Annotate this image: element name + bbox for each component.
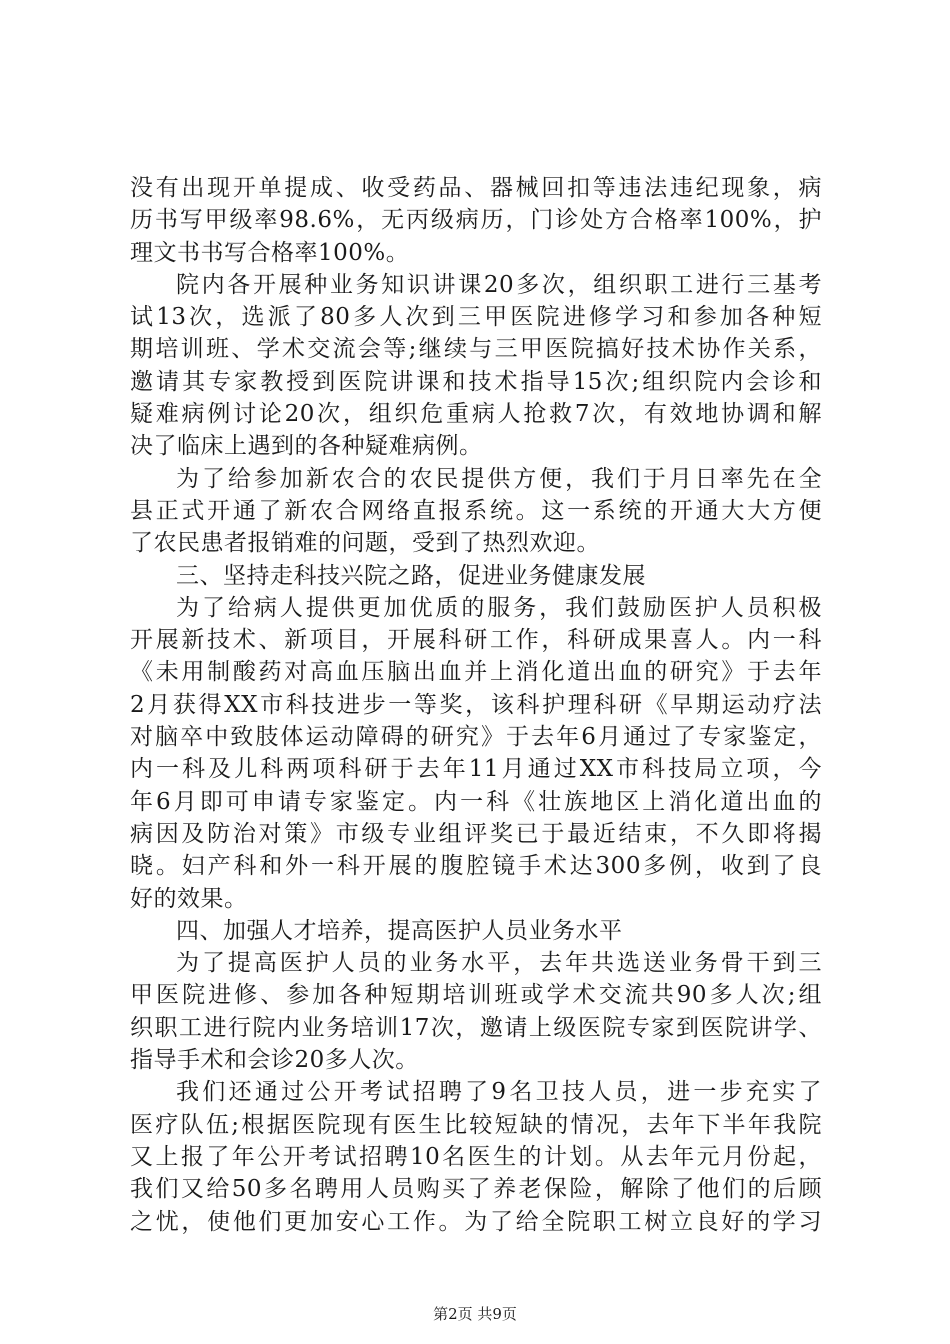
text-line: 晓。妇产科和外一科开展的腹腔镜手术达300多例，收到了良 xyxy=(130,853,822,880)
text-line: 我们又给50多名聘用人员购买了养老保险，解除了他们的后顾 xyxy=(130,1176,822,1203)
text-line: 之忧，使他们更加安心工作。为了给全院职工树立良好的学习 xyxy=(130,1208,822,1235)
page-number-footer: 第2页 共9页 xyxy=(433,1305,517,1323)
text-line: 我们还通过公开考试招聘了9名卫技人员，进一步充实了 xyxy=(176,1079,822,1106)
text-line: 历书写甲级率98.6%，无丙级病历，门诊处方合格率100%，护 xyxy=(130,207,822,234)
text-line: 年6月即可申请专家鉴定。内一科《壮族地区上消化道出血的 xyxy=(130,788,822,815)
text-line: 疑难病例讨论20次，组织危重病人抢救7次，有效地协调和解 xyxy=(130,401,822,428)
text-line: 试13次，选派了80多人次到三甲医院进修学习和参加各种短 xyxy=(130,304,822,331)
text-line: 期培训班、学术交流会等;继续与三甲医院搞好技术协作关系， xyxy=(130,336,822,363)
text-line: 甲医院进修、参加各种短期培训班或学术交流共90多人次;组 xyxy=(130,982,822,1009)
text-line: 指导手术和会诊20多人次。 xyxy=(130,1047,419,1074)
text-line: 《未用制酸药对高血压脑出血并上消化道出血的研究》于去年 xyxy=(130,659,822,686)
text-line: 了农民患者报销难的问题，受到了热烈欢迎。 xyxy=(130,530,600,557)
text-line: 又上报了年公开考试招聘10名医生的计划。从去年元月份起， xyxy=(130,1143,822,1170)
text-line: 理文书书写合格率100%。 xyxy=(130,239,410,266)
text-line: 2月获得XX市科技进步一等奖，该科护理科研《早期运动疗法 xyxy=(130,691,822,718)
text-line: 没有出现开单提成、收受药品、器械回扣等违法违纪现象，病 xyxy=(130,175,822,201)
text-line: 医疗队伍;根据医院现有医生比较短缺的情况，去年下半年我院 xyxy=(130,1111,822,1138)
text-line: 为了给参加新农合的农民提供方便，我们于月日率先在全 xyxy=(176,465,822,492)
text-line: 病因及防治对策》市级专业组评奖已于最近结束，不久即将揭 xyxy=(130,820,822,847)
text-line: 三、坚持走科技兴院之路，促进业务健康发展 xyxy=(176,562,646,589)
text-line: 为了提高医护人员的业务水平，去年共选送业务骨干到三 xyxy=(176,950,822,977)
text-line: 织职工进行院内业务培训17次，邀请上级医院专家到医院讲学、 xyxy=(130,1014,822,1041)
text-line: 内一科及儿科两项科研于去年11月通过XX市科技局立项，今 xyxy=(130,756,822,783)
text-line: 县正式开通了新农合网络直报系统。这一系统的开通大大方便 xyxy=(130,497,822,524)
text-line: 好的效果。 xyxy=(130,885,248,912)
text-line: 对脑卒中致肢体运动障碍的研究》于去年6月通过了专家鉴定， xyxy=(130,724,822,751)
text-line: 院内各开展种业务知识讲课20多次，组织职工进行三基考 xyxy=(176,271,822,298)
text-line: 四、加强人才培养，提高医护人员业务水平 xyxy=(176,917,623,944)
text-line: 开展新技术、新项目，开展科研工作，科研成果喜人。内一科 xyxy=(130,627,822,654)
document-body-text xyxy=(130,172,822,1238)
text-line: 为了给病人提供更加优质的服务，我们鼓励医护人员积极 xyxy=(176,594,822,621)
text-line: 邀请其专家教授到医院讲课和技术指导15次;组织院内会诊和 xyxy=(130,368,822,395)
text-line: 决了临床上遇到的各种疑难病例。 xyxy=(130,433,483,460)
